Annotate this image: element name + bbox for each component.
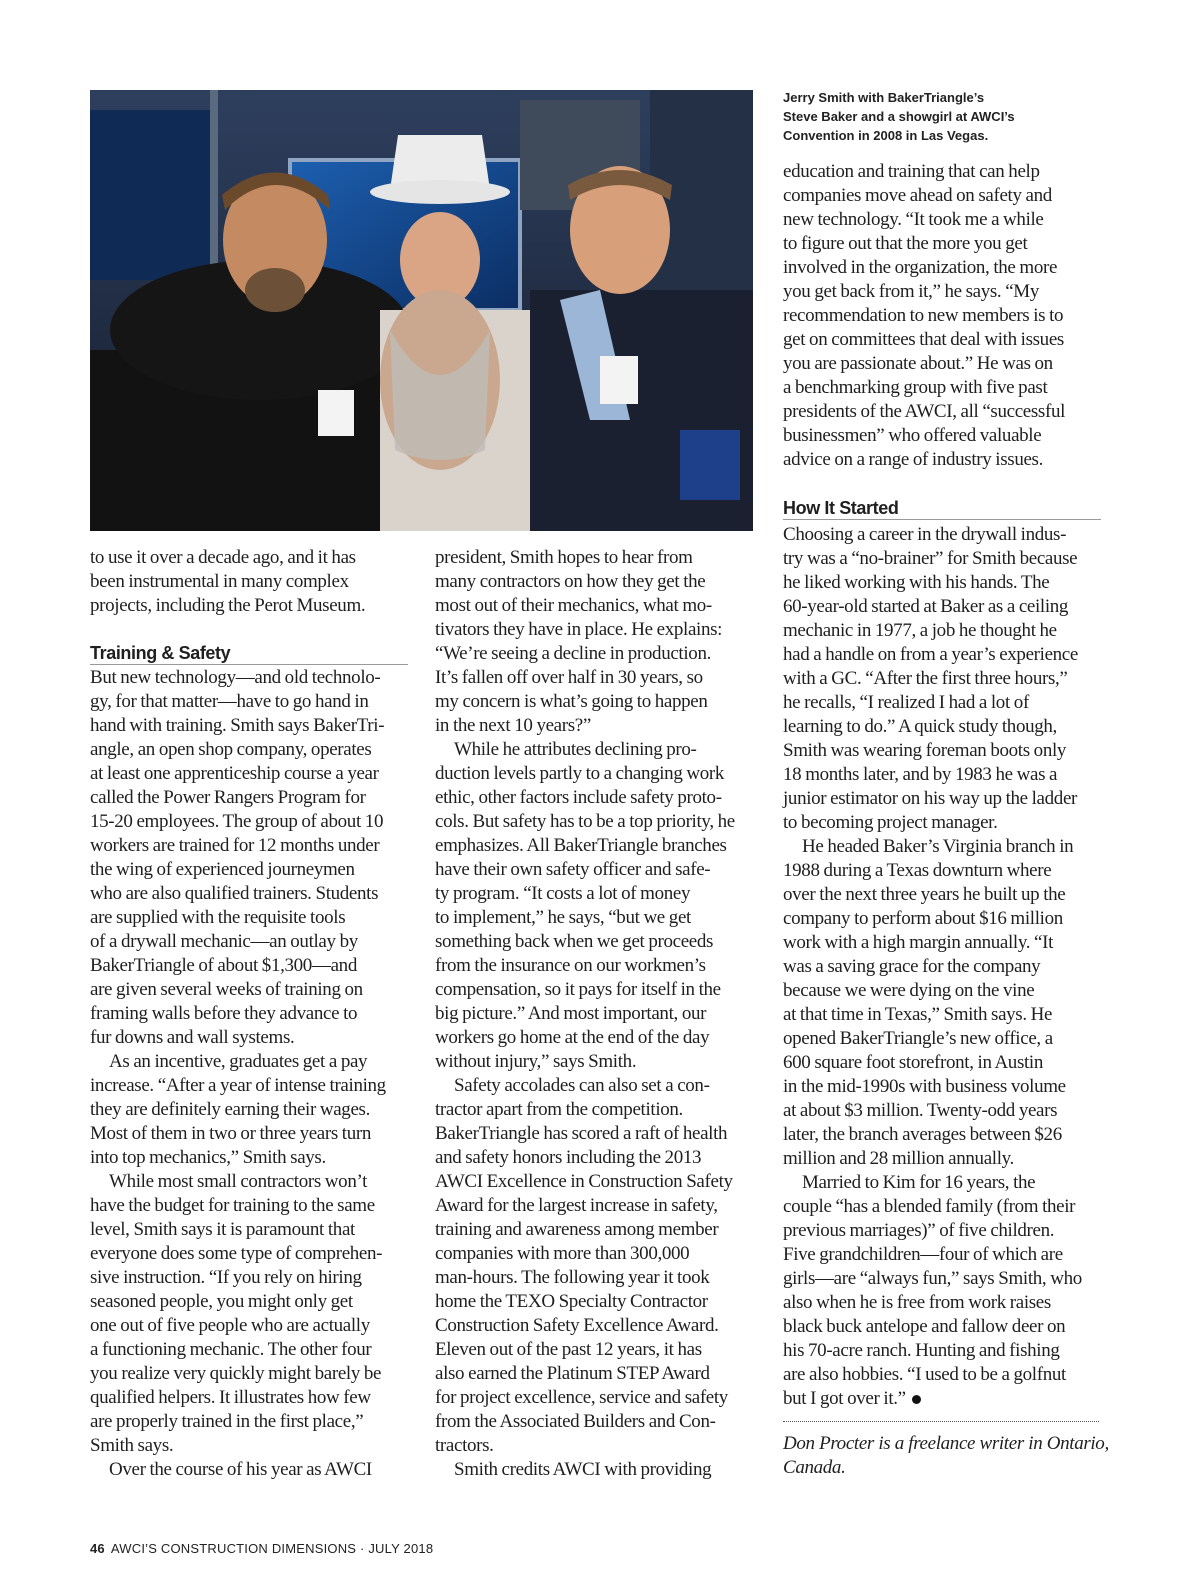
text-line: get on committees that deal with issues [783,329,1064,350]
text-line: million and 28 million annually. [783,1148,1014,1169]
text-line: are properly trained in the first place,” [90,1411,364,1432]
text-line: But new technology—and old technolo- [90,667,381,688]
text-line: increase. “After a year of intense training [90,1075,386,1096]
text-line: tivators they have in place. He explains: [435,619,723,640]
text-line: you realize very quickly might barely be [90,1363,382,1384]
text-line: was a saving grace for the company [783,956,1041,977]
text-line: While most small contractors won’t [109,1171,368,1192]
text-line: his 70-acre ranch. Hunting and fishing [783,1340,1060,1361]
text-line: the wing of experienced journeymen [90,859,355,880]
text-line: junior estimator on his way up the ladder [783,788,1077,809]
text-line: fur downs and wall systems. [90,1027,295,1048]
text-line: they are definitely earning their wages. [90,1099,370,1120]
text-line: ty program. “It costs a lot of money [435,883,691,904]
page-footer [90,1541,433,1556]
text-line: have their own safety officer and safe- [435,859,711,880]
text-line: AWCI Excellence in Construction Safety [435,1171,733,1192]
text-line: who are also qualified trainers. Students [90,883,379,904]
text-line: had a handle on from a year’s experience [783,644,1078,665]
text-line: later, the branch averages between $26 [783,1124,1062,1145]
bio-line: Canada. [783,1457,846,1478]
text-line: companies move ahead on safety and [783,185,1052,206]
text-line: 15-20 employees. The group of about 10 [90,811,384,832]
text-line: 60-year-old started at Baker as a ceiling [783,596,1069,617]
text-line: but I got over it.” [783,1388,906,1409]
text-line: recommendation to new members is to [783,305,1064,326]
page-number: 46 [90,1541,105,1556]
text-line: opened BakerTriangle’s new office, a [783,1028,1053,1049]
text-line: something back when we get proceeds [435,931,714,952]
author-bio [783,1432,1109,1480]
text-line: It’s fallen off over half in 30 years, so [435,667,703,688]
text-line: hand with training. Smith says BakerTri- [90,715,385,736]
text-line: also when he is free from work raises [783,1292,1051,1313]
text-line: for project excellence, service and safety [435,1387,728,1408]
text-line: to becoming project manager. [783,812,998,833]
text-line: gy, for that matter—have to go hand in [90,691,369,712]
text-line: training and awareness among member [435,1219,719,1240]
text-line: home the TEXO Specialty Contractor [435,1291,708,1312]
text-line: have the budget for training to the same [90,1195,375,1216]
text-line: Award for the largest increase in safety, [435,1195,718,1216]
text-line: company to perform about $16 million [783,908,1063,929]
text-line: cols. But safety has to be a top priority, he [435,811,735,832]
text-line: you get back from it,” he says. “My [783,281,1039,302]
text-line: are supplied with the requisite tools [90,907,346,928]
text-line: from the Associated Builders and Con- [435,1411,716,1432]
text-line: sive instruction. “If you rely on hiring [90,1267,362,1288]
bio-divider [783,1421,1099,1422]
text-line: without injury,” says Smith. [435,1051,637,1072]
text-line: many contractors on how they get the [435,571,706,592]
text-line: into top mechanics,” Smith says. [90,1147,326,1168]
text-line: compensation, so it pays for itself in the [435,979,721,1000]
text-line: level, Smith says it is paramount that [90,1219,355,1240]
text-line: called the Power Rangers Program for [90,787,366,808]
text-line: try was a “no-brainer” for Smith because [783,548,1078,569]
text-line: He headed Baker’s Virginia branch in [802,836,1074,857]
text-line: BakerTriangle has scored a raft of health [435,1123,728,1144]
section-heading-how-it-started: How It Started [783,497,1101,520]
text-line: big picture.” And most important, our [435,1003,707,1024]
text-line: from the insurance on our workmen’s [435,955,706,976]
text-line: Eleven out of the past 12 years, it has [435,1339,702,1360]
text-line: Married to Kim for 16 years, the [802,1172,1036,1193]
text-line: 600 square foot storefront, in Austin [783,1052,1044,1073]
text-line: workers go home at the end of the day [435,1027,710,1048]
text-line: Smith credits AWCI with providing [454,1459,712,1480]
text-line: at that time in Texas,” Smith says. He [783,1004,1053,1025]
last-text-line [783,1387,1101,1411]
text-line: to implement,” he says, “but we get [435,907,691,928]
text-line: most out of their mechanics, what mo- [435,595,712,616]
right-column-body [783,523,1101,1411]
text-line: a functioning mechanic. The other four [90,1339,372,1360]
text-line: are also hobbies. “I used to be a golfnut [783,1364,1066,1385]
left-column-intro [90,546,408,618]
text-line: As an incentive, graduates get a pay [109,1051,368,1072]
text-line: and safety honors including the 2013 [435,1147,702,1168]
publication-name: AWCI’S CONSTRUCTION DIMENSIONS · JULY 2018 [110,1541,434,1556]
text-line: companies with more than 300,000 [435,1243,690,1264]
middle-column [435,546,753,1482]
text-line: businessmen” who offered valuable [783,425,1042,446]
end-of-article-mark [912,1395,921,1404]
text-line: seasoned people, you might only get [90,1291,353,1312]
text-line: angle, an open shop company, operates [90,739,372,760]
text-line: a benchmarking group with five past [783,377,1048,398]
text-line: learning to do.” A quick study though, [783,716,1057,737]
text-line: one out of five people who are actually [90,1315,370,1336]
article-photo [90,90,753,531]
text-line: Smith says. [90,1435,174,1456]
text-line: Five grandchildren—four of which are [783,1244,1063,1265]
text-line: Construction Safety Excellence Award. [435,1315,719,1336]
text-line: you are passionate about.” He was on [783,353,1053,374]
text-line: mechanic in 1977, a job he thought he [783,620,1057,641]
text-line: to use it over a decade ago, and it has [90,547,356,568]
text-line: work with a high margin annually. “It [783,932,1054,953]
text-line: of a drywall mechanic—an outlay by [90,931,358,952]
text-line: over the next three years he built up the [783,884,1066,905]
text-line: tractors. [435,1435,494,1456]
text-line: are given several weeks of training on [90,979,363,1000]
text-line: new technology. “It took me a while [783,209,1044,230]
text-line: he recalls, “I realized I had a lot of [783,692,1029,713]
text-line: Safety accolades can also set a con- [454,1075,710,1096]
text-line: Most of them in two or three years turn [90,1123,372,1144]
text-line: qualified helpers. It illustrates how few [90,1387,371,1408]
text-line: man-hours. The following year it took [435,1267,710,1288]
text-line: Choosing a career in the drywall indus- [783,524,1067,545]
text-line: projects, including the Perot Museum. [90,595,366,616]
text-line: workers are trained for 12 months under [90,835,380,856]
text-line: Over the course of his year as AWCI [109,1459,372,1480]
text-line: he liked working with his hands. The [783,572,1050,593]
text-line: While he attributes declining pro- [454,739,697,760]
photo-caption [783,88,1083,145]
bio-line: Don Procter is a freelance writer in Ontario, [783,1433,1109,1454]
caption-line: Steve Baker and a showgirl at AWCI’s [783,109,1015,124]
text-line: tractor apart from the competition. [435,1099,683,1120]
text-line: presidents of the AWCI, all “successful [783,401,1066,422]
text-line: been instrumental in many complex [90,571,349,592]
text-line: education and training that can help [783,161,1040,182]
text-line: Smith was wearing foreman boots only [783,740,1067,761]
text-line: at about $3 million. Twenty-odd years [783,1100,1058,1121]
text-line: with a GC. “After the first three hours,” [783,668,1068,689]
text-line: emphasizes. All BakerTriangle branches [435,835,727,856]
text-line: because we were dying on the vine [783,980,1035,1001]
text-line: 18 months later, and by 1983 he was a [783,764,1058,785]
text-line: to figure out that the more you get [783,233,1028,254]
caption-line: Convention in 2008 in Las Vegas. [783,128,989,143]
text-line: couple “has a blended family (from their [783,1196,1076,1217]
text-line: everyone does some type of comprehen- [90,1243,383,1264]
text-line: in the next 10 years?” [435,715,591,736]
text-line: framing walls before they advance to [90,1003,358,1024]
text-line: president, Smith hopes to hear from [435,547,693,568]
left-column-body [90,666,408,1482]
text-line: in the mid-1990s with business volume [783,1076,1066,1097]
text-line: duction levels partly to a changing work [435,763,725,784]
text-line: BakerTriangle of about $1,300—and [90,955,357,976]
text-line: ethic, other factors include safety proto- [435,787,722,808]
text-line: previous marriages)” of five children. [783,1220,1055,1241]
text-line: girls—are “always fun,” says Smith, who [783,1268,1082,1289]
text-line: my concern is what’s going to happen [435,691,708,712]
photo-illustration [90,90,753,531]
right-column-top [783,160,1101,472]
text-line: “We’re seeing a decline in production. [435,643,711,664]
text-line: involved in the organization, the more [783,257,1058,278]
caption-line: Jerry Smith with BakerTriangle’s [783,90,985,105]
section-heading-training-safety: Training & Safety [90,642,408,665]
text-line: also earned the Platinum STEP Award [435,1363,710,1384]
text-line: black buck antelope and fallow deer on [783,1316,1066,1337]
text-line: advice on a range of industry issues. [783,449,1044,470]
text-line: 1988 during a Texas downturn where [783,860,1052,881]
text-line: at least one apprenticeship course a year [90,763,379,784]
